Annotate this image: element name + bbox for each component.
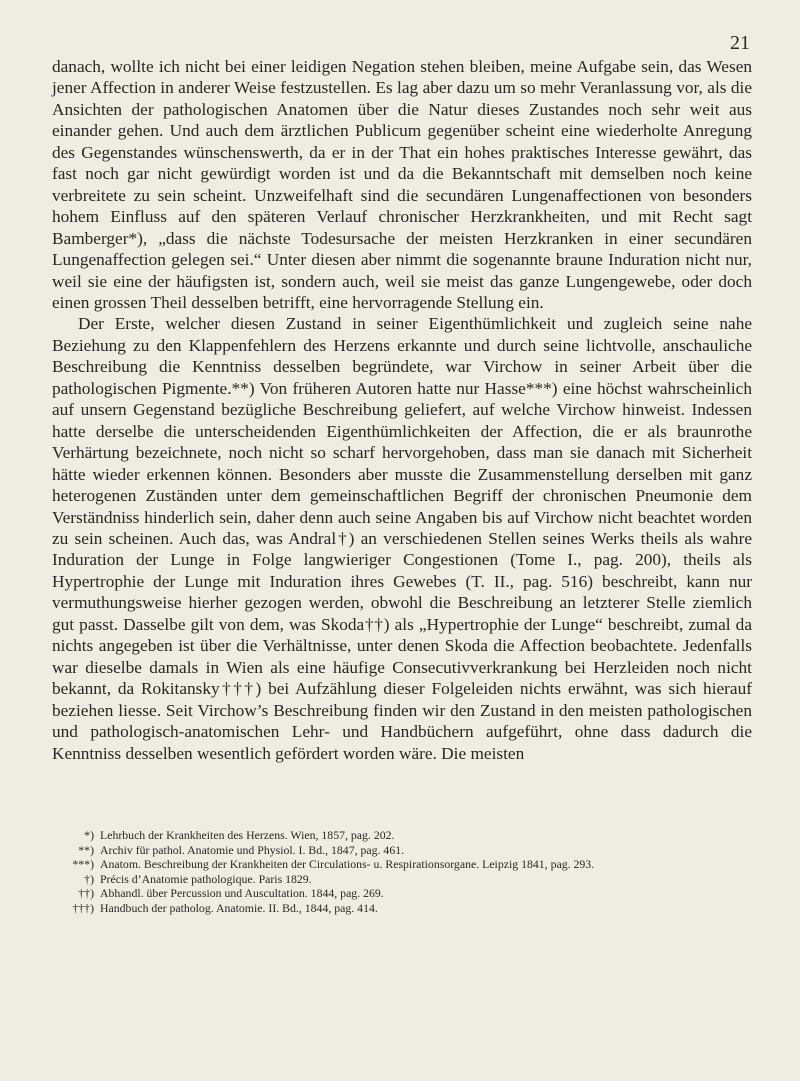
page-number: 21 (730, 32, 750, 54)
footnote (52, 828, 752, 843)
footnote-mark: †††) (72, 900, 94, 915)
footnote-mark: ***) (72, 857, 94, 872)
footnote (52, 872, 752, 887)
footnote-mark: **) (78, 842, 94, 857)
footnote-text: Abhandl. über Percussion und Auscultation. 1844, pag. 269. (100, 886, 384, 901)
footnote-mark: ††) (78, 886, 94, 901)
footnote-text: Archiv für pathol. Anatomie und Physiol. I. Bd., 1847, pag. 461. (100, 842, 405, 857)
footnote-mark: †) (84, 871, 94, 886)
footnotes (52, 828, 752, 916)
paragraph: Der Erste, welcher diesen Zustand in seiner Eigenthümlichkeit und zugleich seine nahe Beziehung zu den Klappenfehlern des Herzens erkannte und durch seine lichtvolle, anschauliche Beschreibung die Kenntniss desselben begründete, war Virchow in seiner Arbeit über die pathologischen Pigmente.**) Von früheren Autoren hatte nur Hasse***) eine höchst wahrscheinlich auf unsern Gegenstand bezügliche Beschreibung geliefert, auf welche Virchow hinweist. Indessen hatte derselbe die unterscheidenden Eigenthümlichkeiten der Affection, die er als braunrothe Verhärtung bezeichnete, noch nicht so scharf hervorgehoben, dass man sie danach mit Sicherheit hätte wieder erkennen können. Besonders aber musste die Zusammenstellung derselben mit ganz heterogenen Zuständen unter dem gemeinschaftlichen Begriff der chronischen Pneumonie dem Verständniss hinderlich sein, daher denn auch seine Angaben bis auf Virchow nicht beachtet worden zu sein scheinen. Auch das, was Andral†) an verschiedenen Stellen seines Werks theils als wahre Induration der Lunge in Folge langwieriger Congestionen (Tome I., pag. 200), theils als Hypertrophie der Lunge mit Induration ihres Gewebes (T. II., pag. 516) beschreibt, kann nur vermuthungsweise hierher gezogen werden, obwohl die Beschreibung an letzterer Stelle ziemlich gut passt. Dasselbe gilt von dem, was Skoda††) als „Hypertrophie der Lunge“ beschreibt, zumal da nichts angegeben ist über die Verhältnisse, unter denen Skoda die Affection beobachtete. Jedenfalls war dieselbe damals in Wien als eine häufige Consecutivverkrankung bei Herzleiden noch nicht bekannt, da Rokitansky†††) bei Aufzählung dieser Folgeleiden nichts erwähnt, was sich hierauf beziehen liesse. Seit Virchow’s Beschreibung finden wir den Zustand in den meisten pathologischen und pathologisch-anatomischen Lehr- und Handbüchern aufgeführt, ohne dass dadurch die Kenntniss desselben wesentlich gefördert worden wäre. Die meisten (52, 314, 752, 763)
footnote-mark: *) (84, 828, 94, 842)
footnote-text: Précis d’Anatomie pathologique. Paris 1829. (100, 871, 312, 886)
footnote (52, 843, 752, 858)
footnote-text: Handbuch der patholog. Anatomie. II. Bd., 1844, pag. 414. (100, 900, 378, 915)
footnote (52, 857, 752, 872)
footnote (52, 886, 752, 901)
paragraph: danach, wollte ich nicht bei einer leidigen Negation stehen bleiben, meine Aufgabe sein, das Wesen jener Affection in anderer Weise festzustellen. Es lag aber dazu um so mehr Veranlassung vor, als die Ansichten der pathologischen Anatomen über die Natur dieses Zustandes noch sehr weit aus einander gehen. Und auch dem ärztlichen Publicum gegenüber scheint eine wiederholte Anregung des Gegenstandes wünschenswerth, da er in der That ein hohes praktisches Interesse gewährt, das fast noch gar nicht gewürdigt worden ist und da die Bekanntschaft mit demselben noch keine verbreitete zu sein scheint. Unzweifelhaft sind die secundären Lungenaffectionen von besonders hohem Einfluss auf den späteren Verlauf chronischer Herzkrankheiten, und mit Recht sagt Bamberger*), „dass die nächste Todesursache der meisten Herzkranken in einer secundären Lungenaffection gelegen sei.“ Unter diesen aber nimmt die sogenannte braune Induration nicht nur, weil sie eine der häufigsten ist, sondern auch, weil sie meist das ganze Lungengewebe, oder doch einen grossen Theil desselben betrifft, eine hervorragende Stellung ein. (52, 57, 752, 312)
footnote-text: Lehrbuch der Krankheiten des Herzens. Wien, 1857, pag. 202. (100, 828, 395, 842)
footnote-text: Anatom. Beschreibung der Krankheiten der Circulations- u. Respirationsorgane. Leipzig 1841, pag. 293. (100, 857, 595, 872)
body-text (52, 56, 752, 764)
footnote (52, 901, 752, 916)
